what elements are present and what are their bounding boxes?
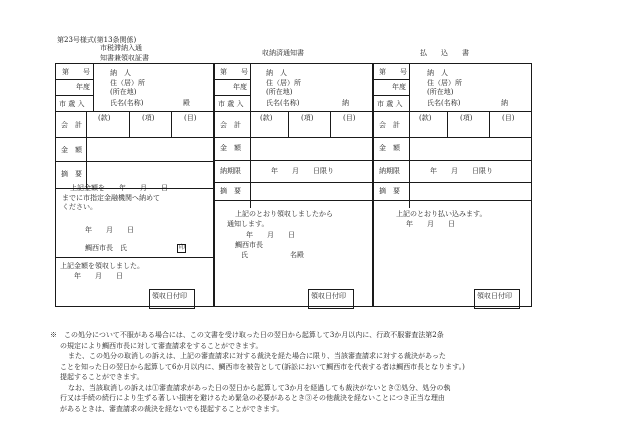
panel2-kou-label: (項)	[301, 114, 314, 122]
panel2-location-label: (所在地)	[266, 88, 293, 96]
panel2-date: 年 月 日	[246, 231, 295, 239]
panel3-deadline-label: 納期限	[379, 167, 400, 175]
panel1-body-line3: ください。	[62, 203, 97, 211]
panel-payment-slip	[373, 63, 532, 307]
panel3-moku-label: (目)	[502, 114, 515, 122]
panel1-body-line2: までに市指定金融機関へ納めて	[62, 194, 160, 202]
panel1-address-label: 住（居）所	[110, 79, 145, 87]
notes-line: があるときは、審査請求の裁決を経ないでも提起することができます。	[60, 404, 284, 413]
panel2-year-label: 年度	[233, 83, 247, 91]
notes-line: ことを知った日の翌日から起算して6か月以内に、鯛西市を被告として(訴訟において鯛西市を代表する者は鯛西市長となります。)	[60, 362, 465, 371]
panel3-stamp-label: 領収日付印	[477, 292, 512, 300]
panel2-deadline-value: 年 月 日限り	[271, 167, 334, 175]
panel1-title-line1: 市税滞納入通	[100, 44, 142, 52]
notes-line: 提起することができます。	[60, 373, 144, 381]
notes-line: の規定により鯛西市長に対して審査請求をすることができます。	[60, 341, 263, 350]
panel2-summary-label: 摘 要	[220, 187, 241, 195]
panel3-honorific: 納	[501, 99, 508, 107]
panel1-stamp-box	[149, 289, 195, 309]
panel1-date: 年 月 日	[85, 226, 134, 234]
panel1-receipt-date: 年 月 日	[74, 272, 123, 280]
panel1-moku-label: (目)	[184, 114, 197, 122]
panel3-kou-label: (項)	[460, 114, 473, 122]
panel3-name-label: 氏名(名称)	[427, 99, 461, 107]
panel2-city-tax-label: 市 歳 入	[218, 100, 244, 108]
panel1-summary-label: 摘 要	[61, 170, 82, 178]
appeal-notes	[50, 330, 526, 414]
panel3-date: 年 月 日	[406, 220, 455, 228]
panel1-amount-label: 金 額	[61, 146, 82, 154]
panel3-location-label: (所在地)	[427, 88, 454, 96]
panel2-name-label: 氏名(名称)	[266, 99, 300, 107]
panel2-stamp-label: 領収日付印	[311, 292, 346, 300]
panel1-city-tax-label: 市 歳 入	[59, 100, 85, 108]
panel2-title: 収納済通知書	[262, 49, 304, 57]
panel2-body-line1: 上記のとおり領収しましたから	[235, 210, 333, 218]
panel2-address-label: 住（居）所	[266, 79, 301, 87]
panel2-kan-label: (款)	[260, 114, 273, 122]
notes-line: また、この処分の取消しの訴えは、上記の審査請求に対する裁決を経た場合に限り、当該審査請求に対する裁決があった	[68, 352, 446, 360]
panel3-payer-label: 納 人	[427, 69, 448, 77]
panel1-kan-label: (款)	[98, 114, 111, 122]
panel1-name-label: 氏名(名称)	[110, 99, 144, 107]
panel3-total-label: 会 計	[379, 121, 400, 129]
panel2-total-label: 会 計	[220, 121, 241, 129]
panel1-stamp-label: 領収日付印	[152, 292, 187, 300]
panel3-title: 払 込 書	[420, 49, 469, 57]
notes-line: ※ この処分について不服がある場合には、この文書を受け取った日の翌日から起算して3か月以内に、行政不服審査法第2条	[50, 331, 444, 339]
panel1-year-label: 年度	[76, 83, 90, 91]
panel1-mayor: 鯛西市長 氏	[85, 244, 127, 252]
panel3-address-label: 住（居）所	[427, 79, 462, 87]
panel-tax-notice-receipt	[55, 63, 214, 307]
seal-icon: 印	[179, 244, 186, 251]
panel1-honorific: 殿	[183, 99, 190, 107]
panel1-payer-label: 納 人	[110, 69, 131, 77]
form-id: 第23号様式(第13条関係)	[57, 36, 137, 44]
panel3-kan-label: (款)	[419, 114, 432, 122]
panel3-number-label: 第 号	[379, 68, 407, 76]
panel1-receipt-line1: 上記金額を領収しました。	[60, 262, 144, 270]
panel3-amount-label: 金 額	[379, 144, 400, 152]
notes-line: なお、当該取消しの訴えは①審査請求があった日の翌日から起算して3か月を経過しても裁決がないとき②処分、処分の執	[68, 383, 451, 392]
panel1-kou-label: (項)	[142, 114, 155, 122]
panel2-number-label: 第 号	[220, 68, 248, 76]
panel2-stamp-box	[308, 289, 354, 309]
panel3-city-tax-label: 市 歳 入	[377, 100, 403, 108]
panel1-location-label: (所在地)	[110, 88, 137, 96]
panel2-amount-label: 金 額	[220, 144, 241, 152]
panel1-total-label: 会 計	[61, 121, 82, 129]
panel2-body-line2: 通知します。	[227, 220, 269, 228]
panel2-honorific: 納	[342, 99, 349, 107]
panel2-moku-label: (目)	[343, 114, 356, 122]
panel2-payer-label: 納 人	[266, 69, 287, 77]
panel2-deadline-label: 納期限	[220, 167, 241, 175]
panel1-body-line1: 上記金額を 年 月 日	[70, 184, 168, 192]
notes-line: 行又は手続の続行により生ずる著しい損害を避けるため緊急の必要があるとき③その他裁決を経ないことにつき正当な理由	[60, 394, 445, 402]
panel2-mayor-name: 氏 名殿	[241, 251, 304, 259]
panel3-stamp-box	[474, 289, 520, 309]
panel3-summary-label: 摘 要	[379, 187, 400, 195]
panel3-body-line1: 上記のとおり払い込みます。	[396, 210, 487, 218]
panel1-seal-box	[177, 244, 186, 253]
panel3-deadline-value: 年 月 日限り	[430, 167, 493, 175]
panel1-title-line2: 知書兼領収証書	[100, 54, 149, 62]
panel3-year-label: 年度	[392, 83, 406, 91]
panel-receipt-notice	[214, 63, 373, 307]
panel1-number-label: 第 号	[62, 68, 90, 76]
panel2-mayor: 鯛西市長	[235, 241, 263, 249]
